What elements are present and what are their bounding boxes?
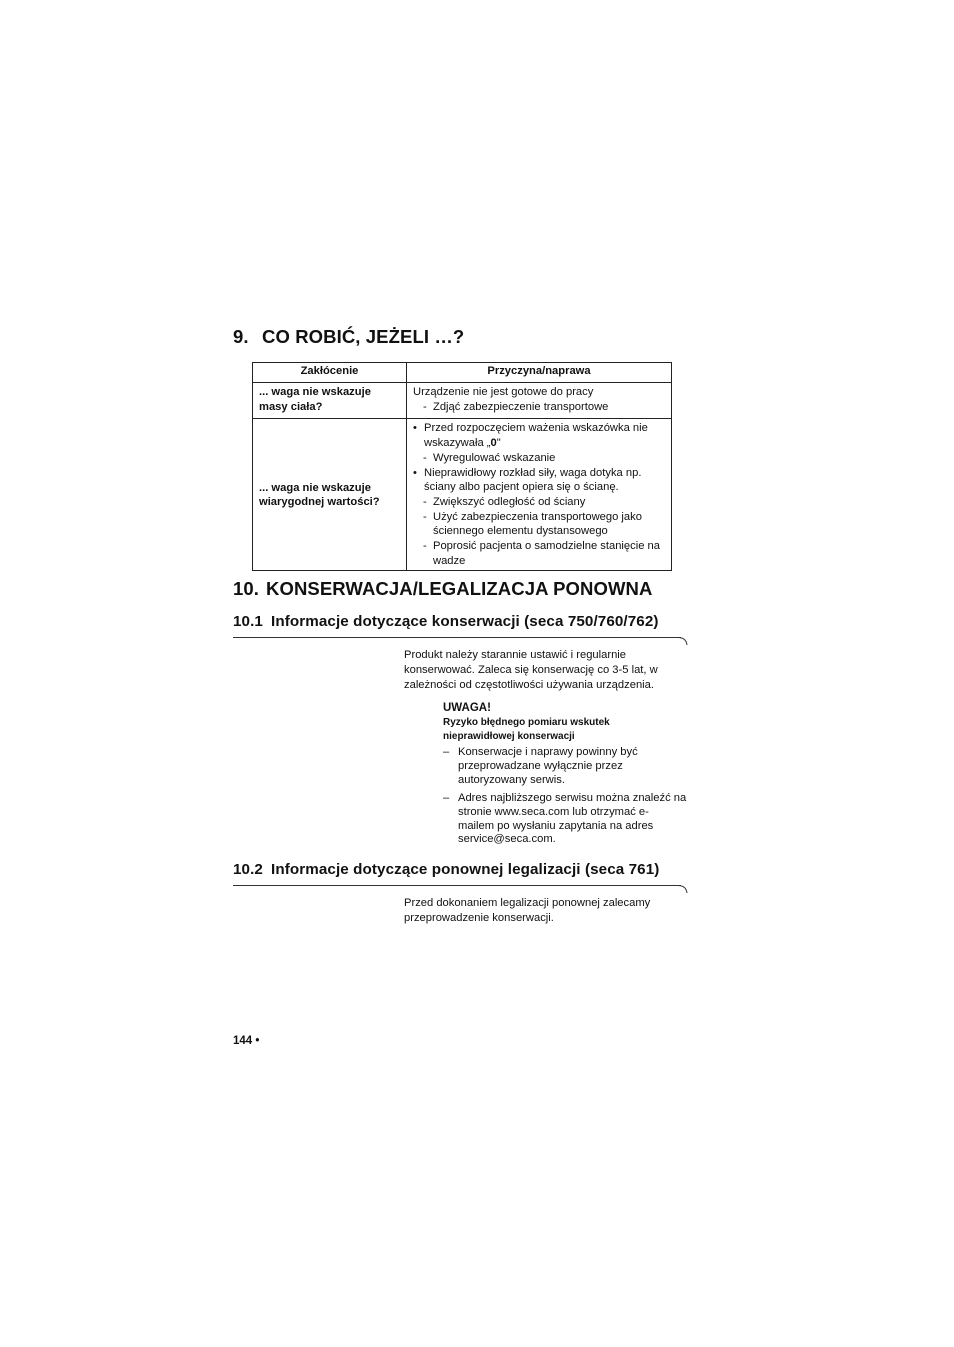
column-header-problem: Zakłócenie [253,363,407,383]
dash-marker: - [423,495,427,508]
section-title: CO ROBIĆ, JEŻELI …? [262,326,465,347]
cause-line: Urządzenie nie jest gotowe do pracy [413,386,594,398]
section-number: 10. [233,578,260,599]
problem-line: wiarygodnej wartości? [259,496,380,509]
fix-line: wadze [433,554,466,567]
table-row [253,419,672,571]
heading-rule [233,885,681,886]
fix-item [413,539,669,568]
subsection-10-2-heading [233,861,659,878]
troubleshooting-table [252,362,672,571]
table-row [253,383,672,419]
cause-bullet [413,421,669,450]
bullet-marker: • [413,466,417,479]
fix-line: Poprosić pacjenta o samodzielne stanięcie na [433,540,660,553]
paragraph-line: zależności od częstotliwości używania urządzenia. [404,679,654,691]
fix-line: Zwiększyć odległość od ściany [433,495,586,508]
paragraph-line: Przed dokonaniem legalizacji ponownej zalecamy [404,897,651,909]
section-title: KONSERWACJA/LEGALIZACJA PONOWNA [266,578,653,599]
cause-line-end: " [496,437,501,450]
warning-subtitle-line: nieprawidłowej konserwacji [443,730,575,742]
list-line: service@seca.com. [458,833,556,846]
paragraph-line: Produkt należy starannie ustawić i regularnie [404,649,627,661]
maintenance-paragraph [404,648,658,693]
list-line: autoryzowany serwis. [458,773,565,786]
fix-line: Zdjąć zabezpieczenie transportowe [433,400,609,413]
list-item [443,746,638,787]
cause-cell [407,383,672,419]
fix-item [413,400,669,415]
problem-line: ... waga nie wskazuje [259,386,371,398]
list-line: Konserwacje i naprawy powinny być [458,746,638,758]
fix-item [413,495,669,510]
list-line: mailem po wysłaniu zapytania na adres [458,819,654,832]
dash-marker: - [423,510,427,523]
fix-item [413,510,669,539]
column-header-cause: Przyczyna/naprawa [407,363,672,383]
warning-title: UWAGA! [443,702,491,714]
cause-bullet [413,466,669,495]
fix-line: ściennego elementu dystansowego [433,525,608,538]
paragraph-line: konserwować. Zaleca się konserwację co 3-5 lat, w [404,664,658,676]
fix-line: Użyć zabezpieczenia transportowego jako [433,510,642,523]
list-item [443,792,687,847]
warning-subtitle-line: Ryzyko błędnego pomiaru wskutek [443,717,610,728]
cause-line: Przed rozpoczęciem ważenia wskazówka nie [424,422,648,435]
cause-line: ściany albo pacjent opiera się o ścianę. [424,481,619,494]
dash-marker: - [423,400,427,413]
list-line: stronie www.seca.com lub otrzymać e- [458,805,649,818]
list-line: Adres najbliższego serwisu można znaleźć na [458,792,687,804]
problem-line: masy ciała? [259,400,323,413]
warning-subtitle [443,716,610,743]
section-number: 9. [233,326,249,347]
bullet-marker: • [413,422,417,435]
paragraph-line: przeprowadzenie konserwacji. [404,912,554,924]
subsection-number: 10.2 [233,861,263,878]
problem-line: ... waga nie wskazuje [259,481,371,494]
subsection-title: Informacje dotyczące konserwacji (seca 750/760/762) [271,613,659,630]
dash-marker: - [423,451,427,464]
problem-cell [253,419,407,571]
fix-item [413,451,669,466]
zero-value: 0 [490,437,497,450]
subsection-10-1-heading [233,613,659,630]
table-header-row [253,363,672,383]
legalization-paragraph [404,896,650,926]
problem-cell [253,383,407,419]
dash-marker: – [443,746,450,758]
rule-corner [678,885,690,897]
section-9-heading [233,326,464,348]
heading-rule [233,637,681,638]
list-line: przeprowadzane wyłącznie przez [458,759,623,772]
cause-line: Nieprawidłowy rozkład siły, waga dotyka np. [424,466,642,479]
dash-marker: - [423,540,427,553]
cause-line: wskazywała „ [424,437,491,450]
section-10-heading [233,578,652,600]
subsection-title: Informacje dotyczące ponownej legalizacji (seca 761) [271,861,660,878]
cause-cell [407,419,672,571]
fix-line: Wyregulować wskazanie [433,451,556,464]
page-number: 144 • [233,1035,260,1047]
rule-corner [678,637,690,649]
dash-marker: – [443,792,450,804]
subsection-number: 10.1 [233,613,263,630]
